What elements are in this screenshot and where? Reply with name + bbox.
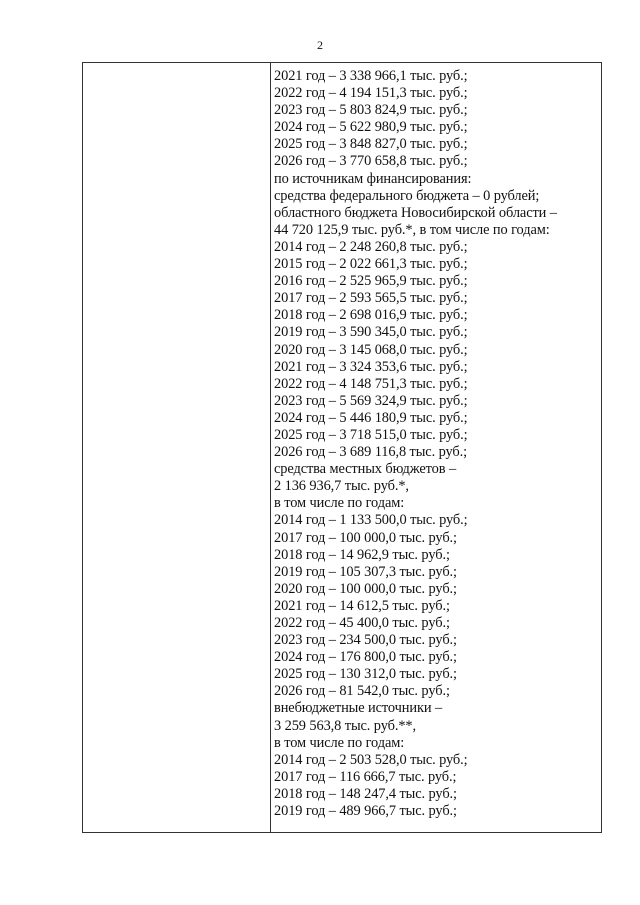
funding-line: 44 720 125,9 тыс. руб.*, в том числе по годам: [274,221,550,238]
funding-line: 2024 год – 176 800,0 тыс. руб.; [274,649,457,666]
funding-line: 2024 год – 5 622 980,9 тыс. руб.; [274,119,468,136]
funding-line: средства местных бюджетов – [274,461,457,478]
funding-line: 2025 год – 3 848 827,0 тыс. руб.; [274,136,468,153]
funding-line: 2022 год – 45 400,0 тыс. руб.; [274,615,450,631]
funding-line: 2023 год – 5 569 324,9 тыс. руб.; [274,392,468,409]
funding-line: 2026 год – 3 689 116,8 тыс. руб.; [274,444,468,461]
funding-line: 2018 год – 2 698 016,9 тыс. руб.; [274,307,468,324]
funding-line: 2018 год – 148 247,4 тыс. руб.; [274,785,457,802]
funding-line: в том числе по годам: [274,495,405,512]
funding-line: 2025 год – 130 312,0 тыс. руб.; [274,666,457,683]
funding-line: внебюджетные источники – [274,700,443,717]
funding-line: 2023 год – 234 500,0 тыс. руб.; [274,632,457,649]
funding-text-cell [274,68,599,820]
funding-line: 2017 год – 2 593 565,5 тыс. руб.; [274,290,468,307]
funding-line: 2026 год – 3 770 658,8 тыс. руб.; [274,153,468,170]
funding-line: 2021 год – 3 338 966,1 тыс. руб.; [274,68,468,84]
funding-line: 3 259 563,8 тыс. руб.**, [274,717,417,734]
table-left-cell [83,63,271,832]
funding-line: 2015 год – 2 022 661,3 тыс. руб.; [274,256,468,273]
funding-line: 2022 год – 4 148 751,3 тыс. руб.; [274,375,468,392]
funding-line: 2019 год – 3 590 345,0 тыс. руб.; [274,324,468,341]
page-number: 2 [317,38,323,52]
funding-line: 2019 год – 489 966,7 тыс. руб.; [274,803,457,820]
funding-line: 2014 год – 2 248 260,8 тыс. руб.; [274,238,468,255]
funding-line: 2022 год – 4 194 151,3 тыс. руб.; [274,85,468,102]
funding-line: 2020 год – 100 000,0 тыс. руб.; [274,580,457,597]
funding-line: 2023 год – 5 803 824,9 тыс. руб.; [274,102,468,119]
funding-line: 2018 год – 14 962,9 тыс. руб.; [274,546,450,563]
funding-line: 2017 год – 100 000,0 тыс. руб.; [274,529,457,546]
funding-line: 2016 год – 2 525 965,9 тыс. руб.; [274,273,468,290]
funding-line: 2025 год – 3 718 515,0 тыс. руб.; [274,426,468,443]
funding-table [82,62,602,833]
funding-line: 2019 год – 105 307,3 тыс. руб.; [274,563,457,580]
funding-line: по источникам финансирования: [274,170,472,187]
funding-line: 2026 год – 81 542,0 тыс. руб.; [274,683,450,700]
funding-line: 2014 год – 2 503 528,0 тыс. руб.; [274,751,468,768]
funding-line: в том числе по годам: [274,734,405,751]
funding-line: 2017 год – 116 666,7 тыс. руб.; [274,768,457,785]
funding-line: 2 136 936,7 тыс. руб.*, [274,478,409,495]
funding-line: 2021 год – 14 612,5 тыс. руб.; [274,597,450,614]
funding-line: 2014 год – 1 133 500,0 тыс. руб.; [274,512,468,529]
funding-line: 2021 год – 3 324 353,6 тыс. руб.; [274,358,468,375]
funding-line: средства федерального бюджета – 0 рублей; [274,187,540,204]
funding-line: 2024 год – 5 446 180,9 тыс. руб.; [274,409,468,426]
funding-line: 2020 год – 3 145 068,0 тыс. руб.; [274,341,468,358]
funding-line: областного бюджета Новосибирской области – [274,204,557,221]
